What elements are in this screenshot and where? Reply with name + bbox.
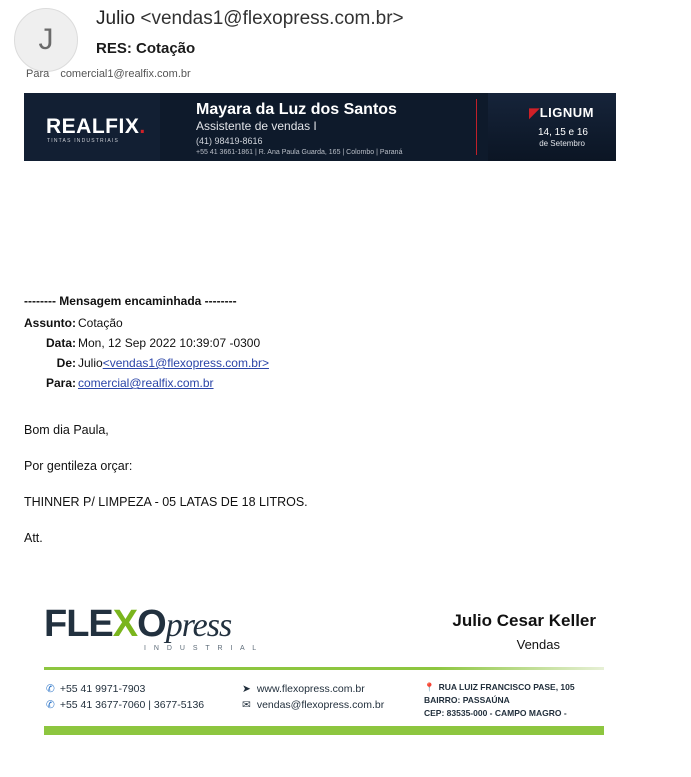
cursor-icon: ➤ — [242, 683, 251, 695]
banner-event-dates: 14, 15 e 16 — [537, 127, 588, 138]
forwarded-separator: -------- Mensagem encaminhada -------- — [24, 294, 237, 308]
sender-address[interactable]: <vendas1@flexopress.com.br> — [140, 8, 404, 29]
message-closing: Att. — [24, 531, 43, 545]
lignum-logo: ◤LIGNUM — [529, 105, 594, 120]
flexopress-logo-x: X — [112, 603, 138, 645]
signature-phone-mobile-row — [46, 681, 204, 697]
forwarded-subject-label: Assunto: — [24, 316, 76, 330]
lignum-logo-text: LIGNUM — [539, 105, 594, 120]
signature-divider — [44, 667, 604, 670]
message-item: THINNER P/ LIMPEZA - 05 LATAS DE 18 LITROS. — [24, 495, 308, 509]
table-row — [24, 373, 269, 393]
forwarded-date-value: Mon, 12 Sep 2022 10:39:07 -0300 — [78, 336, 261, 350]
header-text-block — [26, 6, 404, 80]
signature-phones — [46, 681, 204, 713]
signature-role: Vendas — [516, 637, 560, 652]
signature-address-street: RUA LUIZ FRANCISCO PASE, 105 — [438, 682, 575, 692]
recipient-label: Para — [26, 68, 50, 80]
signature-phone-1: +55 41 9971-7903 — [59, 683, 146, 695]
flexopress-logo-press: press — [165, 607, 232, 644]
flexopress-logo — [44, 603, 231, 646]
signature-name: Julio Cesar Keller — [452, 611, 596, 630]
recipient-address[interactable]: comercial1@realfix.com.br — [60, 68, 191, 80]
sender-name[interactable]: Julio — [96, 8, 136, 29]
signature-phone-fixed-row — [46, 697, 204, 713]
signature-address-line-1 — [424, 681, 575, 694]
forwarded-to-label: Para: — [45, 376, 76, 390]
signature-address-line-3: CEP: 83535-000 - CAMPO MAGRO - — [424, 708, 567, 718]
message-request: Por gentileza orçar: — [24, 459, 133, 473]
table-row — [24, 313, 269, 333]
banner-event-month: de Setembro — [539, 139, 585, 148]
signature-banner-wrapper — [24, 93, 691, 161]
email-header — [0, 0, 691, 80]
flexopress-logo-subtitle: I N D U S T R I A L — [144, 645, 260, 652]
realfix-logo: REALFIX. — [46, 115, 146, 138]
table-row — [24, 333, 269, 353]
recipient-line — [26, 68, 404, 80]
envelope-icon: ✉ — [242, 699, 251, 711]
flexopress-signature-image — [24, 597, 616, 737]
forwarded-from-link[interactable]: <vendas1@flexopress.com.br> — [102, 356, 269, 370]
phone-icon: ✆ — [46, 683, 55, 695]
signature-website-row — [242, 681, 384, 697]
sender-line — [96, 8, 404, 30]
phone-icon: ✆ — [46, 699, 55, 711]
signature-phone-2: +55 41 3677-7060 | 3677-5136 — [59, 699, 205, 711]
signature-address — [424, 681, 575, 720]
avatar-initial: J — [38, 23, 54, 56]
banner-divider — [476, 99, 477, 155]
signature-email-row — [242, 697, 384, 713]
email-body — [0, 294, 691, 545]
forwarded-from-label: De: — [56, 356, 76, 370]
forwarded-to-value — [78, 373, 269, 393]
table-row — [24, 353, 269, 373]
banner-person-name: Mayara da Luz dos Santos — [196, 101, 397, 118]
realfix-logo-subtitle: TINTAS INDUSTRIAIS — [47, 138, 120, 144]
forwarded-from-name: Julio — [78, 356, 103, 370]
banner-footer-line: +55 41 3661-1861 | R. Ana Paula Guarda, 165 | Colombo | Paraná — [196, 149, 403, 156]
signature-email[interactable]: vendas@flexopress.com.br — [256, 699, 385, 711]
forwarded-from-value — [78, 353, 269, 373]
realfix-logo-text: REALFIX — [46, 115, 140, 138]
forwarded-headers-table — [24, 313, 269, 393]
forwarded-to-link[interactable]: comercial@realfix.com.br — [78, 376, 214, 390]
signature-website[interactable]: www.flexopress.com.br — [256, 683, 365, 695]
flexopress-logo-flexo: FLE — [44, 603, 113, 645]
message-greeting: Bom dia Paula, — [24, 423, 109, 437]
email-subject: RES: Cotação — [96, 40, 196, 57]
banner-person-role: Assistente de vendas I — [196, 119, 317, 133]
realfix-banner-image — [24, 93, 616, 161]
signature-address-line-2: BAIRRO: PASSAÚNA — [424, 695, 510, 705]
forwarded-date-label: Data: — [45, 336, 76, 350]
signature-bottom-bar — [44, 726, 604, 735]
banner-person-phone: (41) 98419-8616 — [196, 136, 263, 146]
flexopress-logo-o: O — [137, 603, 166, 645]
location-pin-icon: 📍 — [424, 682, 435, 692]
avatar — [14, 8, 78, 72]
forwarded-subject-value: Cotação — [78, 316, 123, 330]
signature-web-block — [242, 681, 384, 713]
